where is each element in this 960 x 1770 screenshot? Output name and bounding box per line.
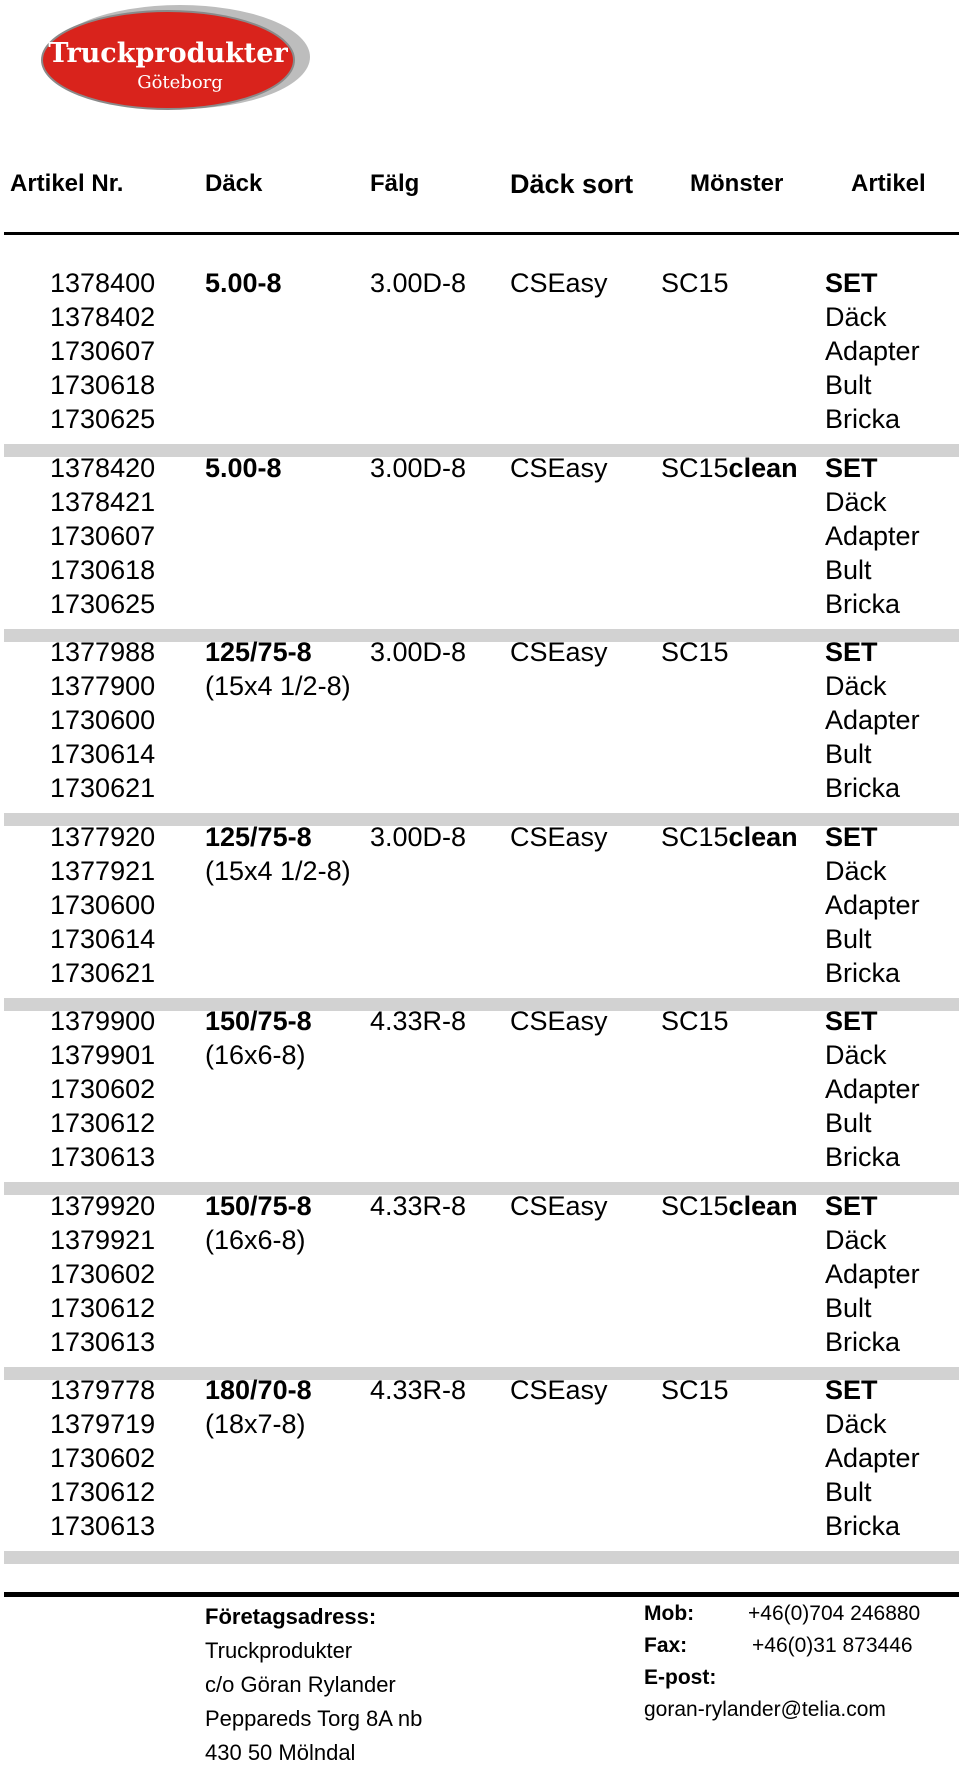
article-number: 1730625 (50, 589, 156, 619)
tire-size-alt: (15x4 1/2-8) (205, 856, 351, 886)
article-item: Däck (825, 856, 887, 886)
header-artikel-nr: Artikel Nr. (10, 170, 124, 197)
article-number: 1379719 (50, 1409, 156, 1439)
article-number: 1730612 (50, 1108, 156, 1138)
rim-size-value: 3.00D-8 (370, 637, 467, 667)
article-numbers (50, 820, 155, 990)
article-number: 1730602 (50, 1259, 156, 1289)
address-line: Peppareds Torg 8A nb (205, 1706, 423, 1731)
email-label: E-post: (644, 1666, 717, 1689)
article-item: SET (825, 1191, 878, 1221)
tread-pattern-main: SC15 (661, 822, 729, 852)
article-item: SET (825, 453, 878, 483)
rim-size-value: 4.33R-8 (370, 1375, 467, 1405)
article-item: Bult (825, 1477, 872, 1507)
article-item: Bricka (825, 589, 901, 619)
tread-pattern-main: SC15 (661, 637, 729, 667)
article-item: Bricka (825, 1142, 901, 1172)
article-number: 1379901 (50, 1040, 156, 1070)
article-items (825, 820, 920, 990)
tire-size (205, 1189, 312, 1257)
tread-pattern-value (661, 266, 729, 300)
tire-type (510, 635, 608, 669)
article-numbers (50, 1004, 155, 1174)
table-row (0, 1373, 960, 1557)
tire-size (205, 635, 351, 703)
rim-size-value: 4.33R-8 (370, 1006, 467, 1036)
tire-size-alt: (18x7-8) (205, 1409, 306, 1439)
article-number: 1730618 (50, 370, 156, 400)
rim-size-value: 3.00D-8 (370, 453, 467, 483)
mobile-row (644, 1598, 960, 1630)
tread-pattern-value (661, 1004, 729, 1038)
tire-size (205, 1373, 312, 1441)
article-item: SET (825, 1006, 878, 1036)
article-item: Däck (825, 302, 887, 332)
tread-pattern-value (661, 1189, 798, 1223)
tire-size (205, 1004, 312, 1072)
article-item: Däck (825, 1040, 887, 1070)
article-items (825, 635, 920, 805)
email-row (644, 1662, 960, 1694)
logo-name: Truckprodukter (48, 38, 288, 69)
logo-graphic (30, 2, 320, 115)
article-number: 1730621 (50, 773, 156, 803)
header-falg: Fälg (370, 170, 420, 197)
tire-type (510, 266, 608, 300)
header-dack-sort: Däck sort (510, 169, 634, 199)
article-number: 1379900 (50, 1006, 156, 1036)
article-number: 1377921 (50, 856, 156, 886)
table-header (0, 164, 960, 204)
article-numbers (50, 266, 155, 436)
article-number: 1730621 (50, 958, 156, 988)
article-number: 1378420 (50, 453, 156, 483)
tread-pattern-value (661, 451, 798, 485)
article-item: SET (825, 1375, 878, 1405)
table-row (0, 635, 960, 819)
rim-size (370, 1189, 466, 1223)
article-item: Bricka (825, 773, 901, 803)
tread-pattern (661, 266, 729, 300)
rim-size (370, 635, 466, 669)
article-items (825, 1189, 920, 1359)
header-divider (4, 232, 959, 235)
table-row (0, 1004, 960, 1188)
article-number: 1730613 (50, 1511, 156, 1541)
article-item: Bult (825, 924, 872, 954)
article-numbers (50, 635, 155, 805)
tread-pattern-suffix: clean (728, 453, 798, 483)
footer-divider (4, 1592, 959, 1597)
logo-city: Göteborg (137, 72, 223, 93)
tread-pattern (661, 820, 798, 854)
row-separator (4, 1551, 959, 1564)
tread-pattern (661, 1373, 729, 1407)
fax-number: +46(0)31 873446 (752, 1634, 913, 1657)
email-address[interactable]: goran-rylander@telia.com (644, 1698, 886, 1721)
article-item: Bricka (825, 1327, 901, 1357)
article-item: Adapter (825, 705, 920, 735)
header-artikel: Artikel (851, 170, 926, 197)
article-item: Adapter (825, 1074, 920, 1104)
article-item: SET (825, 268, 878, 298)
tread-pattern-main: SC15 (661, 1006, 729, 1036)
fax-label: Fax: (644, 1634, 688, 1657)
article-item: Bult (825, 1293, 872, 1323)
article-number: 1730600 (50, 705, 156, 735)
tire-size-main: 150/75-8 (205, 1006, 312, 1036)
article-items (825, 451, 920, 621)
tread-pattern-main: SC15 (661, 453, 729, 483)
address-line: Truckprodukter (205, 1638, 353, 1663)
article-item: Bult (825, 555, 872, 585)
address-line: c/o Göran Rylander (205, 1672, 396, 1697)
header-dack: Däck (205, 170, 263, 197)
article-number: 1379778 (50, 1375, 156, 1405)
tread-pattern-main: SC15 (661, 268, 729, 298)
tread-pattern (661, 1189, 798, 1223)
article-number: 1377920 (50, 822, 156, 852)
tread-pattern-main: SC15 (661, 1191, 729, 1221)
article-item: Bult (825, 1108, 872, 1138)
header-monster: Mönster (690, 170, 784, 197)
article-number: 1730602 (50, 1074, 156, 1104)
tire-size (205, 266, 282, 300)
rim-size-value: 3.00D-8 (370, 822, 467, 852)
tread-pattern (661, 451, 798, 485)
article-item: Adapter (825, 890, 920, 920)
article-number: 1730613 (50, 1327, 156, 1357)
article-number: 1730600 (50, 890, 156, 920)
rim-size (370, 1004, 466, 1038)
rim-size-value: 3.00D-8 (370, 268, 467, 298)
tire-size-alt: (16x6-8) (205, 1040, 306, 1070)
article-item: Bricka (825, 1511, 901, 1541)
article-number: 1379921 (50, 1225, 156, 1255)
tread-pattern-value (661, 820, 798, 854)
article-item: Adapter (825, 1443, 920, 1473)
article-number: 1730612 (50, 1477, 156, 1507)
tread-pattern-main: SC15 (661, 1375, 729, 1405)
article-items (825, 1373, 920, 1543)
tire-type-value: CSEasy (510, 1375, 608, 1405)
article-number: 1377900 (50, 671, 156, 701)
tread-pattern (661, 635, 729, 669)
tire-type-value: CSEasy (510, 1006, 608, 1036)
article-item: Däck (825, 671, 887, 701)
rim-size (370, 820, 466, 854)
tire-type-value: CSEasy (510, 268, 608, 298)
article-number: 1730607 (50, 336, 156, 366)
tire-size-alt: (15x4 1/2-8) (205, 671, 351, 701)
article-number: 1379920 (50, 1191, 156, 1221)
tire-size-main: 180/70-8 (205, 1375, 312, 1405)
tire-size-main: 150/75-8 (205, 1191, 312, 1221)
address-label: Företagsadress: (205, 1604, 377, 1629)
article-item: Bricka (825, 958, 901, 988)
article-item: Adapter (825, 336, 920, 366)
rim-size (370, 266, 466, 300)
article-numbers (50, 1373, 155, 1543)
tire-type-value: CSEasy (510, 453, 608, 483)
rim-size (370, 1373, 466, 1407)
article-item: Bult (825, 739, 872, 769)
tread-pattern-suffix: clean (728, 822, 798, 852)
article-number: 1378402 (50, 302, 156, 332)
article-number: 1730602 (50, 1443, 156, 1473)
article-number: 1730614 (50, 924, 156, 954)
article-number: 1730625 (50, 404, 156, 434)
tire-size (205, 820, 351, 888)
article-item: Bult (825, 370, 872, 400)
article-number: 1730613 (50, 1142, 156, 1172)
tire-type (510, 820, 608, 854)
table-row (0, 1189, 960, 1373)
article-item: Däck (825, 1225, 887, 1255)
article-number: 1730618 (50, 555, 156, 585)
article-item: Bricka (825, 404, 901, 434)
fax-row (644, 1630, 960, 1662)
article-number: 1377988 (50, 637, 156, 667)
tire-size-alt: (16x6-8) (205, 1225, 306, 1255)
article-number: 1730614 (50, 739, 156, 769)
mobile-label: Mob: (644, 1602, 695, 1625)
rim-size-value: 4.33R-8 (370, 1191, 467, 1221)
tread-pattern-value (661, 635, 729, 669)
tread-pattern-suffix: clean (728, 1191, 798, 1221)
tire-type (510, 1189, 608, 1223)
article-number: 1730607 (50, 521, 156, 551)
article-item: SET (825, 822, 878, 852)
article-item: Däck (825, 1409, 887, 1439)
tire-size-main: 125/75-8 (205, 637, 312, 667)
address-line: 430 50 Mölndal (205, 1740, 356, 1765)
tire-type-value: CSEasy (510, 1191, 608, 1221)
article-numbers (50, 1189, 155, 1359)
contact-info (644, 1598, 960, 1726)
article-item: Adapter (825, 521, 920, 551)
tire-type (510, 1373, 608, 1407)
article-item: SET (825, 637, 878, 667)
table-row (0, 820, 960, 1004)
article-item: Adapter (825, 1259, 920, 1289)
tire-size-main: 125/75-8 (205, 822, 312, 852)
article-number: 1730612 (50, 1293, 156, 1323)
mobile-number: +46(0)704 246880 (748, 1602, 921, 1625)
tire-size-main: 5.00-8 (205, 268, 282, 298)
article-numbers (50, 451, 155, 621)
company-address (205, 1600, 422, 1770)
tire-size-main: 5.00-8 (205, 453, 282, 483)
tread-pattern-value (661, 1373, 729, 1407)
article-number: 1378400 (50, 268, 156, 298)
rim-size (370, 451, 466, 485)
tire-size (205, 451, 282, 485)
tire-type (510, 451, 608, 485)
article-items (825, 1004, 920, 1174)
tire-type (510, 1004, 608, 1038)
table-row (0, 266, 960, 450)
table-row (0, 451, 960, 635)
article-number: 1378421 (50, 487, 156, 517)
tread-pattern (661, 1004, 729, 1038)
article-items (825, 266, 920, 436)
tire-type-value: CSEasy (510, 637, 608, 667)
tire-type-value: CSEasy (510, 822, 608, 852)
company-logo (30, 2, 320, 115)
article-item: Däck (825, 487, 887, 517)
